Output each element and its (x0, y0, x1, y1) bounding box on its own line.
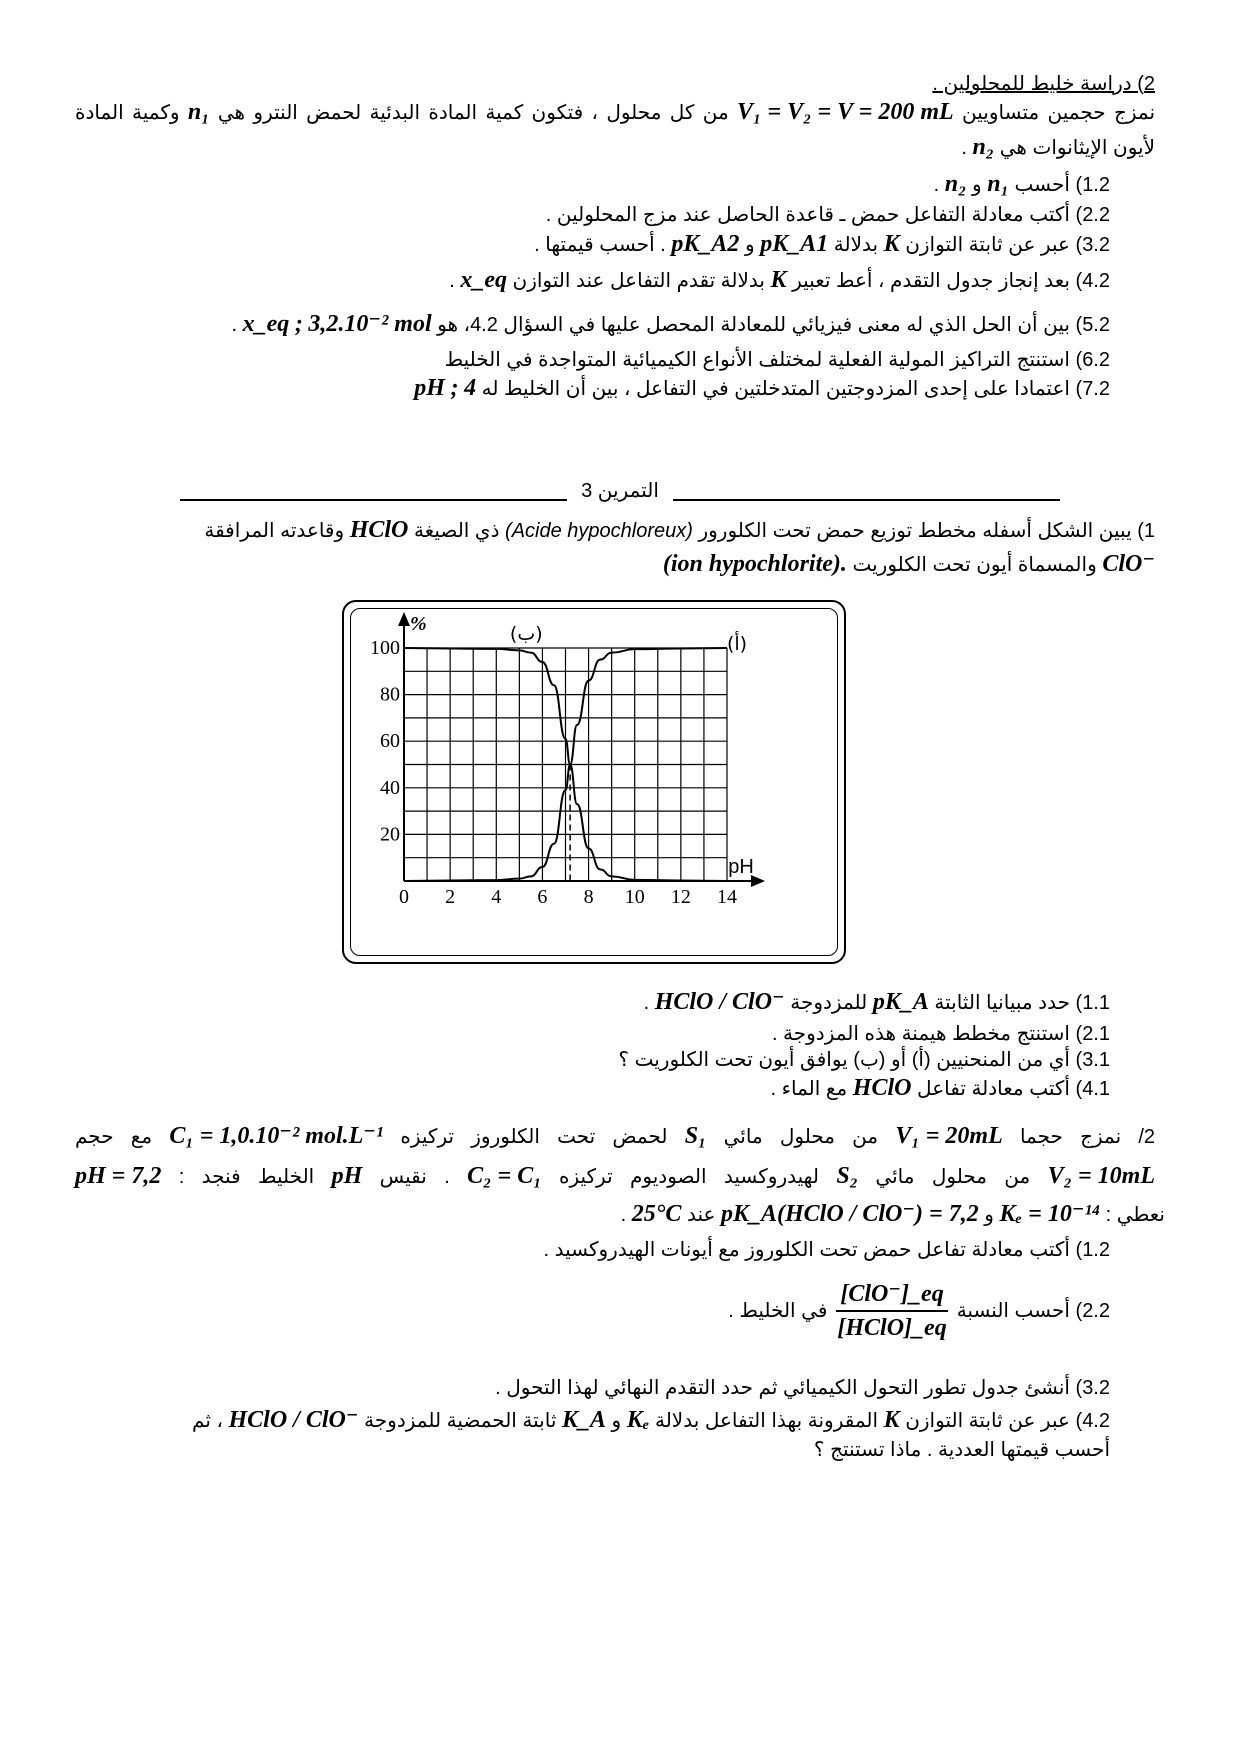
q-number: 4.2) (1075, 270, 1110, 292)
pair-formula: HClO / ClO⁻ (654, 989, 785, 1015)
ph-symbol: pH (414, 375, 445, 401)
q-text3: ثابتة الحمضية للمزدوجة (364, 1410, 557, 1432)
q-text: استنتج التراكيز المولية الفعلية لمختلف الأنواع الكيميائية المتواجدة في الخليط (444, 349, 1070, 371)
intro2-text: لأيون الإيثانوات هي (999, 137, 1155, 159)
q-number: 2.1) (1075, 1023, 1110, 1045)
ex3-q21 (544, 1240, 1110, 1260)
k-symbol: K (883, 231, 900, 257)
part2-q5: 5.2) بين أن الحل الذي له معنى فيزيائي للمعادلة المحصل عليها في السؤال 4.2، هو 3,2.10⁻² mol ; x_eq . (231, 311, 1110, 337)
k-symbol: K (883, 1407, 900, 1433)
q-text-line2: أحسب قيمتها العددية . ماذا تستنتج ؟ (813, 1439, 1110, 1461)
p2l2-text-d: الخليط فنجد : (178, 1166, 315, 1188)
q-text: استنتج مخطط هيمنة هذه المزدوجة . (771, 1023, 1070, 1045)
x-tick-label: 6 (537, 886, 548, 908)
ke-value: Kₑ = 10⁻¹⁴ (999, 1201, 1101, 1227)
y-tick-label: 40 (380, 776, 400, 799)
q-text2: بدلالة (833, 234, 879, 256)
p2-text-d: مع حجم (75, 1126, 153, 1148)
and-word: و (744, 234, 755, 256)
q-text: عبر عن ثابتة التوازن (905, 234, 1070, 256)
ex3-q22 (728, 1282, 1110, 1340)
part2-heading-text: 2) دراسة خليط للمحلولين . (932, 73, 1155, 95)
n2-symbol: n₂ (972, 134, 995, 160)
q-number: 7.2) (1075, 378, 1110, 400)
y-tick-label: 20 (380, 823, 400, 846)
q-end: . (643, 992, 650, 1014)
exercise3-title (180, 478, 1060, 503)
pka-symbol: pK_A (872, 989, 929, 1015)
xeq-value: 3,2.10⁻² mol (308, 311, 432, 337)
intro1-text-a: 1) يبين الشكل أسفله مخطط توزيع حمض تحت الكلورور (698, 520, 1155, 542)
v2-formula: V₂ = 10mL (1047, 1163, 1156, 1189)
xeq-symbol: x_eq (242, 311, 290, 337)
ex3-q2 (772, 1024, 1110, 1044)
q-text2: للمزدوجة (790, 992, 868, 1014)
y-tick-label: 100 (370, 637, 400, 659)
ex3-part2-line3: نعطي : Kₑ = 10⁻¹⁴ و pK_A(HClO / ClO⁻) = 7,2 عند 25°C . (620, 1201, 1165, 1227)
exercise3-title-text: التمرين 3 (581, 480, 659, 502)
french-name-2: (ion hypochlorite). (662, 551, 847, 577)
ex3-q1 (644, 990, 1110, 1014)
temperature: 25°C (631, 1201, 682, 1227)
ph-symbol: pH (331, 1163, 363, 1189)
q-text: أي من المنحنيين (أ) أو (ب) يوافق أيون تحت الكلوريت ؟ (618, 1049, 1070, 1071)
ex3-q3 (618, 1050, 1110, 1070)
series-label: (ب) (509, 623, 543, 645)
n1-symbol: n₁ (987, 171, 1009, 197)
y-tick-label: 60 (380, 730, 400, 753)
pair-formula: HClO / ClO⁻ (228, 1407, 359, 1433)
and-word: و (984, 1204, 994, 1226)
ex3-intro-line1 (204, 518, 1155, 542)
ratio-denominator: [HClO]_eq (837, 1315, 947, 1341)
q-text: أنشئ جدول تطور التحول الكيميائي ثم حدد التقدم النهائي لهذا التحول . (495, 1377, 1070, 1399)
q-text: اعتمادا على إحدى المزدوجتين المتدخلتين في التفاعل ، بين أن الخليط له (481, 378, 1070, 400)
y-tick-label: 80 (380, 683, 400, 706)
c1-formula: C₁ = 1,0.10⁻² mol.L⁻¹ (169, 1123, 384, 1149)
pka1-symbol: pK_A1 (760, 231, 829, 257)
p2-text-b: من محلول مائي (723, 1126, 879, 1148)
q-number: 1.2) (1075, 1239, 1110, 1261)
x-tick-label: 10 (624, 886, 645, 908)
q-number: 5.2) (1075, 314, 1110, 336)
q-number: 3.1) (1075, 1049, 1110, 1071)
q-number: 3.2) (1075, 234, 1110, 256)
q-number: 4.2) (1075, 1410, 1110, 1432)
q-number: 6.2) (1075, 349, 1110, 371)
ph-value: 4 (464, 375, 477, 401)
q-text: أحسب (1014, 174, 1070, 196)
ex3-part2-line2 (75, 1164, 1155, 1188)
q-text2: في الخليط . (728, 1300, 828, 1322)
p2-text-a: 2/ نمزج حجما (1019, 1126, 1156, 1148)
ke-symbol: Kₑ (626, 1407, 650, 1433)
part2-q7: 7.2) اعتمادا على إحدى المزدوجتين المتدخلتين في التفاعل ، بين أن الخليط له 4 ; pH (414, 375, 1110, 401)
part2-q3 (534, 232, 1110, 256)
q-text: عبر عن ثابتة التوازن (905, 1410, 1070, 1432)
x-axis-label: pH (728, 856, 754, 878)
hclo-formula: HClO (852, 1075, 912, 1101)
part2-q1 (934, 172, 1110, 196)
ex3-q24 (75, 1408, 1110, 1432)
k-symbol: K (770, 267, 787, 293)
q-text2: المقرونة بهذا التفاعل بدلالة (654, 1410, 879, 1432)
pka-value: pK_A(HClO / ClO⁻) = 7,2 (721, 1201, 979, 1227)
ex3-q23 (495, 1378, 1110, 1398)
p2l2-text-a: من محلول مائي (875, 1166, 1031, 1188)
q-text: أحسب النسبة (956, 1300, 1070, 1322)
q-number: 2.2) (1075, 1300, 1110, 1322)
part2-heading (932, 74, 1155, 94)
c2-formula: C₂ = C₁ (467, 1163, 542, 1189)
hclo-formula: HClO (349, 517, 409, 543)
n1-symbol: n₁ (187, 99, 210, 125)
part2-intro-line2: لأيون الإيثانوات هي n₂ . (961, 134, 1155, 160)
q-end: . أحسب قيمتها . (534, 234, 666, 256)
ex3-q4 (770, 1076, 1110, 1100)
ex3-part2-line1 (75, 1124, 1155, 1148)
q-number: 4.1) (1075, 1078, 1110, 1100)
intro1-text-c: وكمية المادة (75, 102, 180, 124)
y-axis-label: % (410, 613, 427, 635)
q-text: أكتب معادلة تفاعل (917, 1078, 1070, 1100)
given-text: نعطي : (1105, 1204, 1165, 1226)
q-text: بين أن الحل الذي له معنى فيزيائي للمعادلة المحصل عليها في السؤال 4.2، هو (437, 314, 1070, 336)
y-axis-arrow (398, 612, 410, 626)
p2l2-text-b: لهيدروكسيد الصوديوم تركيزه (558, 1166, 819, 1188)
volume-formula: V₁ = V₂ = V = 200 mL (737, 99, 954, 125)
q-number: 1.2) (1075, 174, 1110, 196)
q-end: . (231, 314, 238, 336)
q-text: حدد مبيانيا الثابتة (934, 992, 1070, 1014)
q-text: أكتب معادلة تفاعل حمض تحت الكلوروز مع أيونات الهيدروكسيد . (543, 1239, 1070, 1261)
pka2-symbol: pK_A2 (671, 231, 740, 257)
q-end: . (933, 174, 940, 196)
and-word: و (611, 1410, 622, 1432)
q-text: أكتب معادلة التفاعل حمض ـ قاعدة الحاصل عند مزج المحلولين . (545, 204, 1070, 226)
ex3-q24-line2 (814, 1440, 1110, 1460)
clo-formula: ClO⁻ (1102, 551, 1155, 577)
q-number: 2.2) (1075, 204, 1110, 226)
q-text2: مع الماء . (770, 1078, 848, 1100)
french-name: (Acide hypochloreux) (505, 520, 693, 542)
q-text: بعد إنجاز جدول التقدم ، أعط تعبير (792, 270, 1070, 292)
xeq-symbol: x_eq (460, 267, 507, 293)
part2-q2 (546, 205, 1110, 225)
p2-text-c: لحمض تحت الكلوروز تركيزه (400, 1126, 668, 1148)
q-text2: بدلالة تقدم التفاعل عند التوازن (512, 270, 765, 292)
n2-symbol: n₂ (944, 171, 967, 197)
ratio-numerator: [ClO⁻]_eq (836, 1282, 947, 1312)
p2l2-text-c: . نقيس (379, 1166, 450, 1188)
intro1-text-b: من كل محلول ، فتكون كمية المادة البدئية لحمض النترو هي (217, 102, 729, 124)
distribution-chart (344, 602, 844, 962)
x-tick-label: 0 (399, 886, 409, 908)
and-word: و (972, 174, 982, 196)
q-number: 1.1) (1075, 992, 1110, 1014)
intro2-text: والمسماة أيون تحت الكلوريت (852, 554, 1097, 576)
part2-q4 (449, 268, 1110, 292)
part2-q6 (445, 350, 1110, 370)
ph-value: pH = 7,2 (75, 1163, 162, 1189)
q-number: 3.2) (1075, 1377, 1110, 1399)
x-tick-label: 4 (491, 886, 502, 908)
x-tick-label: 12 (670, 886, 691, 908)
q-text4: ، ثم (192, 1410, 223, 1432)
x-tick-label: 8 (583, 886, 594, 908)
intro1-text-b: ذي الصيغة (413, 520, 500, 542)
q-end: . (449, 270, 455, 292)
chart-frame (342, 600, 846, 964)
at-word: عند (686, 1204, 716, 1226)
series-label: (أ) (726, 633, 748, 655)
concentration-ratio (833, 1282, 950, 1340)
ex3-intro-line2 (663, 552, 1155, 576)
s2-symbol: S₂ (836, 1163, 859, 1189)
ka-symbol: K_A (561, 1407, 606, 1433)
part2-intro-line1 (75, 100, 1155, 124)
intro1-text-a: نمزج حجمين متساويين (962, 102, 1156, 124)
x-tick-label: 2 (445, 886, 456, 908)
x-tick-label: 14 (717, 886, 737, 908)
s1-symbol: S₁ (684, 1123, 707, 1149)
v1-formula: V₁ = 20mL (895, 1123, 1003, 1149)
intro1-text-c: وقاعدته المرافقة (204, 520, 345, 542)
